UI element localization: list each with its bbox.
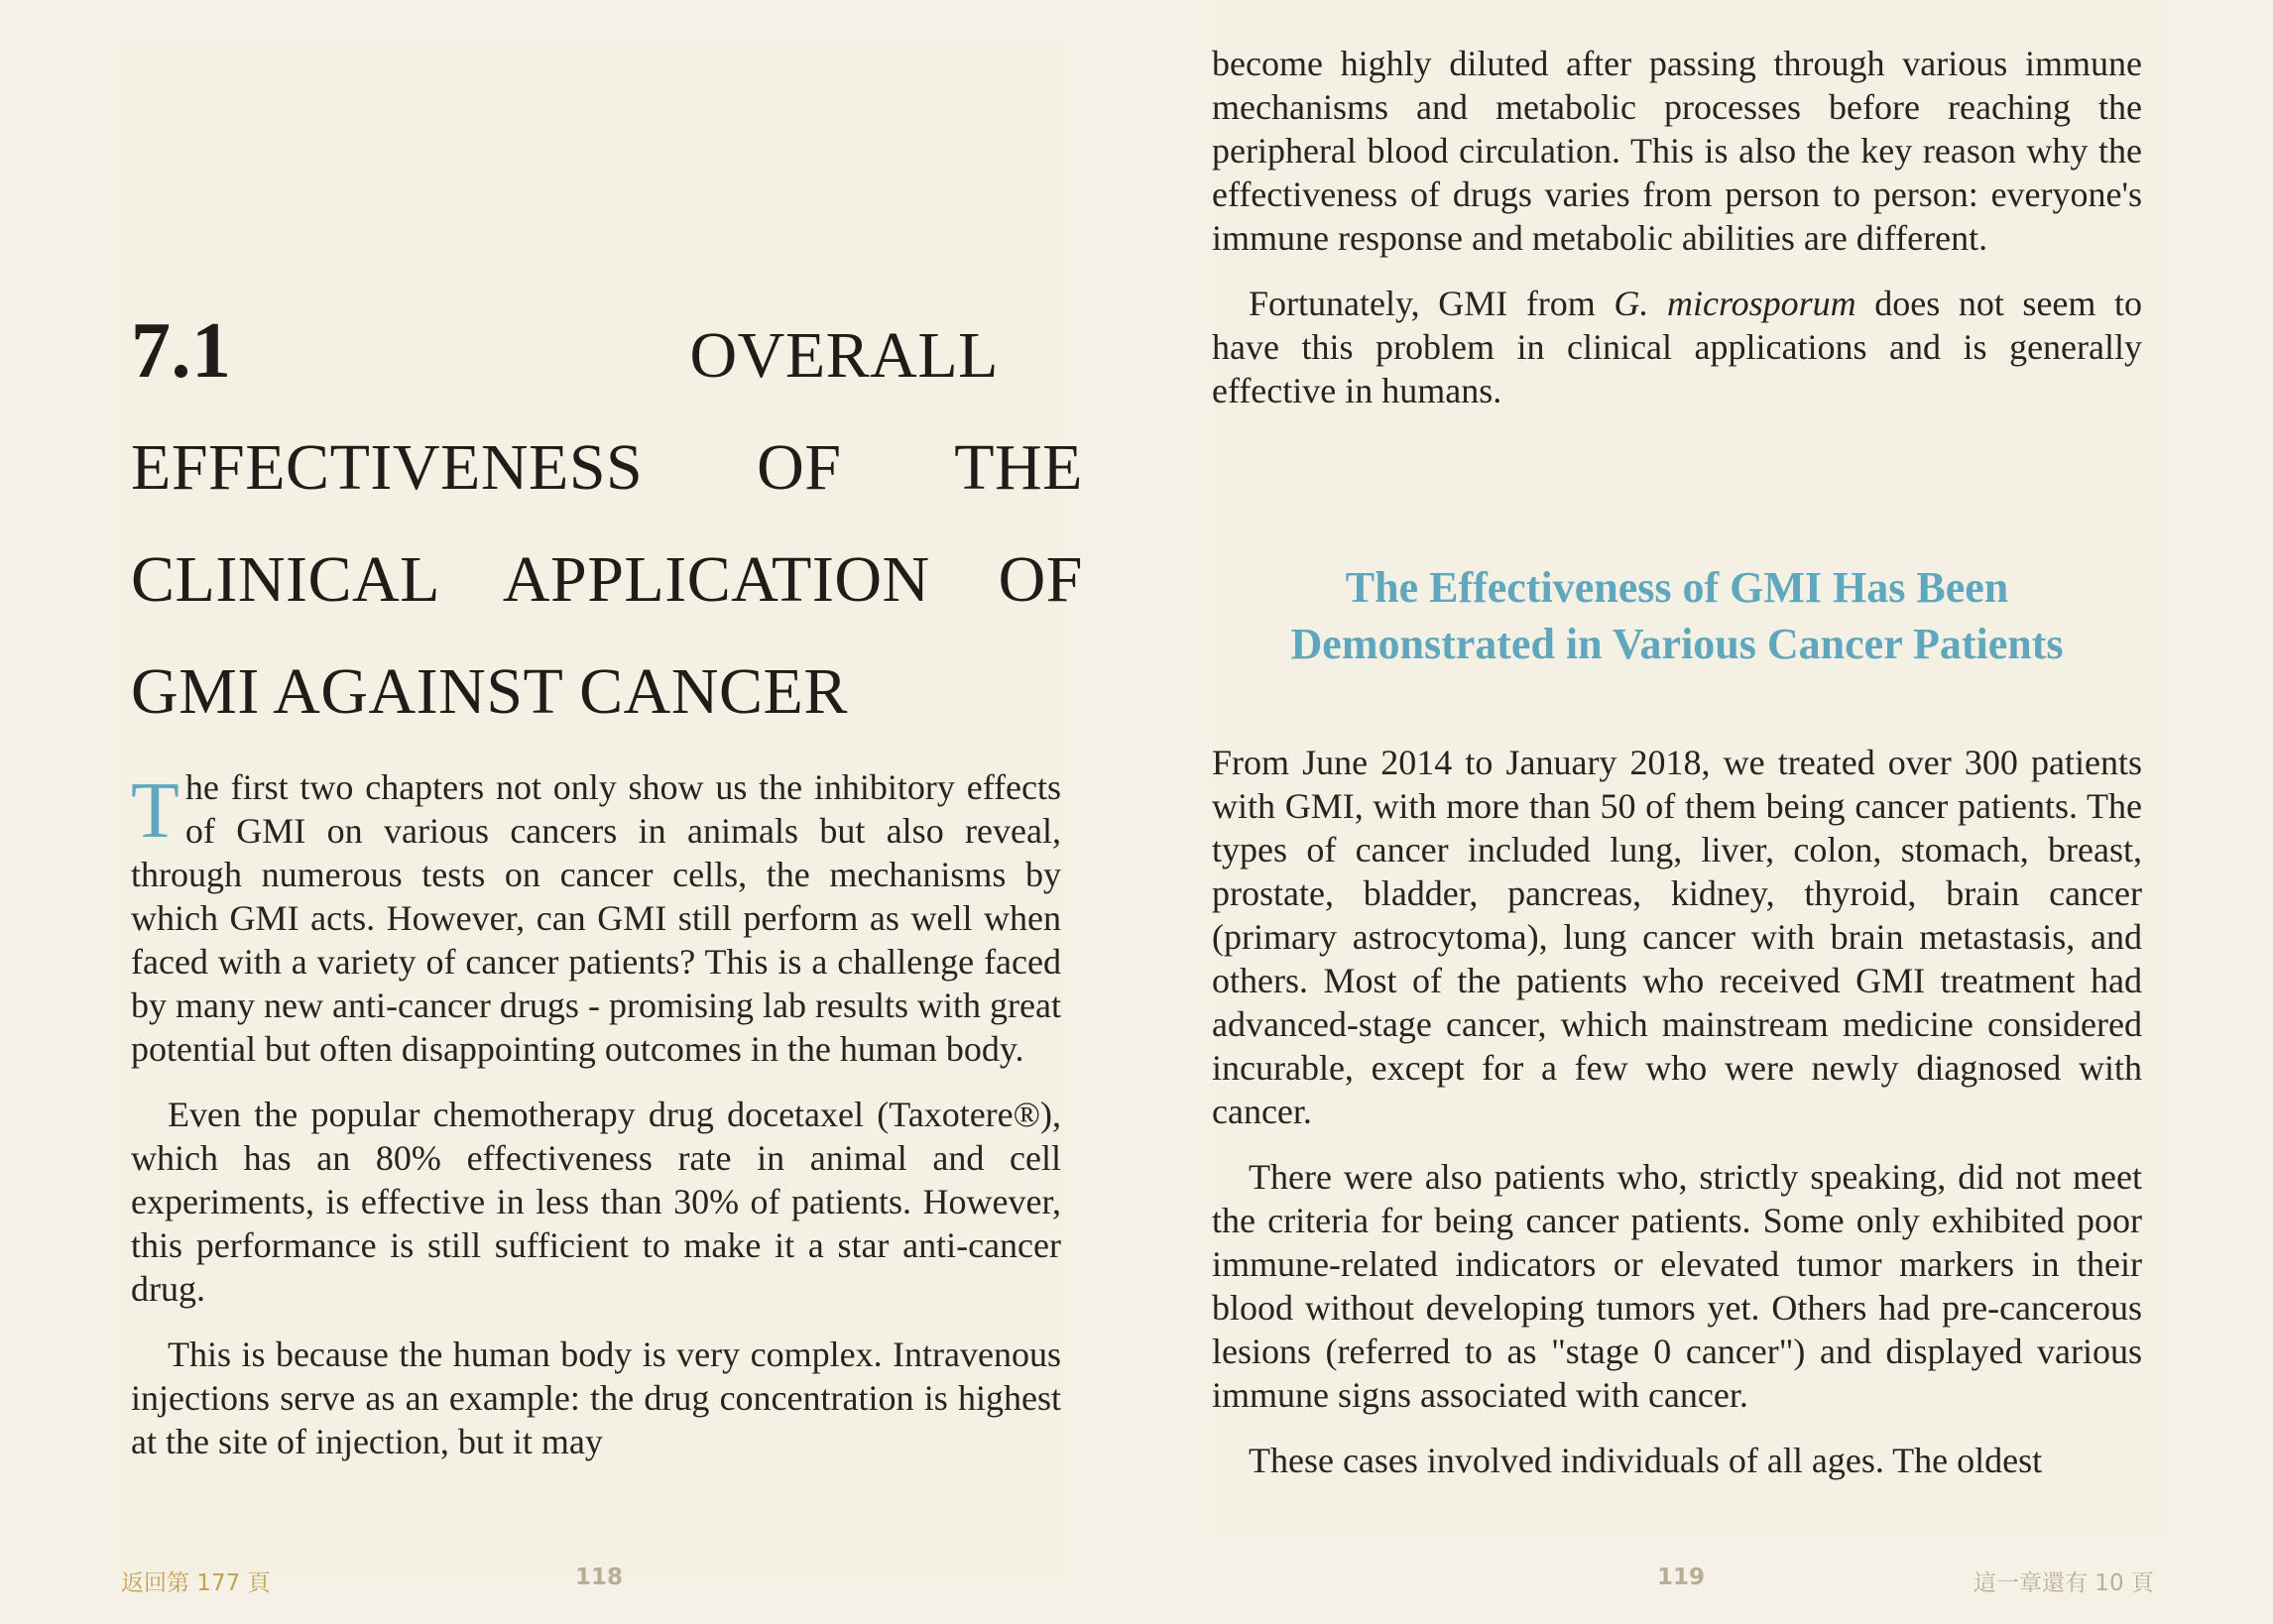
right-page-number: 119	[1657, 1565, 1706, 1590]
chapter-title-rest: EFFECTIVENESS OF THE CLINICAL APPLICATION OF GMI AGAINST CANCER	[131, 431, 1083, 728]
paragraph	[131, 765, 1061, 1071]
right-top-text	[1212, 42, 2142, 434]
paragraph-text: Fortunately, GMI from	[1249, 284, 1615, 323]
paragraph-text: he first two chapters not only show us the inhibitory effects of GMI on various cancers in animals but also reveal, through numerous tests on cancer cells, the mechanisms by which GMI acts. However, can GMI still perform as well when faced with a variety of cancer patients? This is a challenge faced by many new anti-cancer drugs - promising lab results with great potential but often disappointing outcomes in the human body.	[131, 767, 1061, 1069]
right-page	[1212, 0, 2164, 1537]
chapter-number: 7.1	[131, 307, 232, 395]
paragraph: These cases involved individuals of all ages. The oldest	[1249, 1441, 2043, 1480]
left-page-number: 118	[575, 1565, 624, 1590]
paragraph-text: does not seem to have this problem in clinical applications and is generally effective in humans.	[1212, 284, 2142, 410]
species-name: G. microsporum	[1614, 284, 1856, 323]
section-heading	[1212, 559, 2142, 672]
section-heading-line: Demonstrated in Various Cancer Patients	[1290, 620, 2064, 668]
paragraph: There were also patients who, strictly speaking, did not meet the criteria for being cancer patients. Some only exhibited poor immune-related indicators or elevated tumor markers in their blood without developing tumors yet. Others had pre-cancerous lesions (referred to as "stage 0 cancer") and displayed various immune signs associated with cancer.	[1212, 1157, 2142, 1415]
left-page	[117, 42, 1083, 1578]
chapter-title	[131, 295, 1083, 748]
dropcap-letter: T	[131, 767, 179, 855]
left-body-text	[131, 765, 1061, 1485]
chapter-title-line1: OVERALL	[689, 319, 997, 392]
right-body-text	[1212, 741, 2142, 1504]
paragraph	[1212, 282, 2142, 412]
pages-remaining-label: 這一章還有 10 頁	[1974, 1570, 2154, 1596]
paragraph: become highly diluted after passing through various immune mechanisms and metabolic processes before reaching the peripheral blood circulation. This is also the key reason why the effectiveness of drugs varies from person to person: everyone's immune response and metabolic abilities are different.	[1212, 44, 2142, 258]
back-to-page-link[interactable]: 返回第 177 頁	[121, 1570, 271, 1596]
paragraph: Even the popular chemotherapy drug docetaxel (Taxotere®), which has an 80% effectiveness rate in animal and cell experiments, is effective in less than 30% of patients. However, this performance is still sufficient to make it a star anti-cancer drug.	[131, 1095, 1061, 1309]
section-heading-line: The Effectiveness of GMI Has Been	[1345, 563, 2009, 612]
paragraph: This is because the human body is very complex. Intravenous injections serve as an example: the drug concentration is highest at the site of injection, but it may	[131, 1334, 1061, 1461]
paragraph: From June 2014 to January 2018, we treated over 300 patients with GMI, with more than 50 of them being cancer patients. The types of cancer included lung, liver, colon, stomach, breast, prostate, bladder, pancreas, kidney, thyroid, brain cancer (primary astrocytoma), lung cancer with brain metastasis, and others. Most of the patients who received GMI treatment had advanced-stage cancer, which mainstream medicine considered incurable, except for a few who were newly diagnosed with cancer.	[1212, 743, 2142, 1131]
